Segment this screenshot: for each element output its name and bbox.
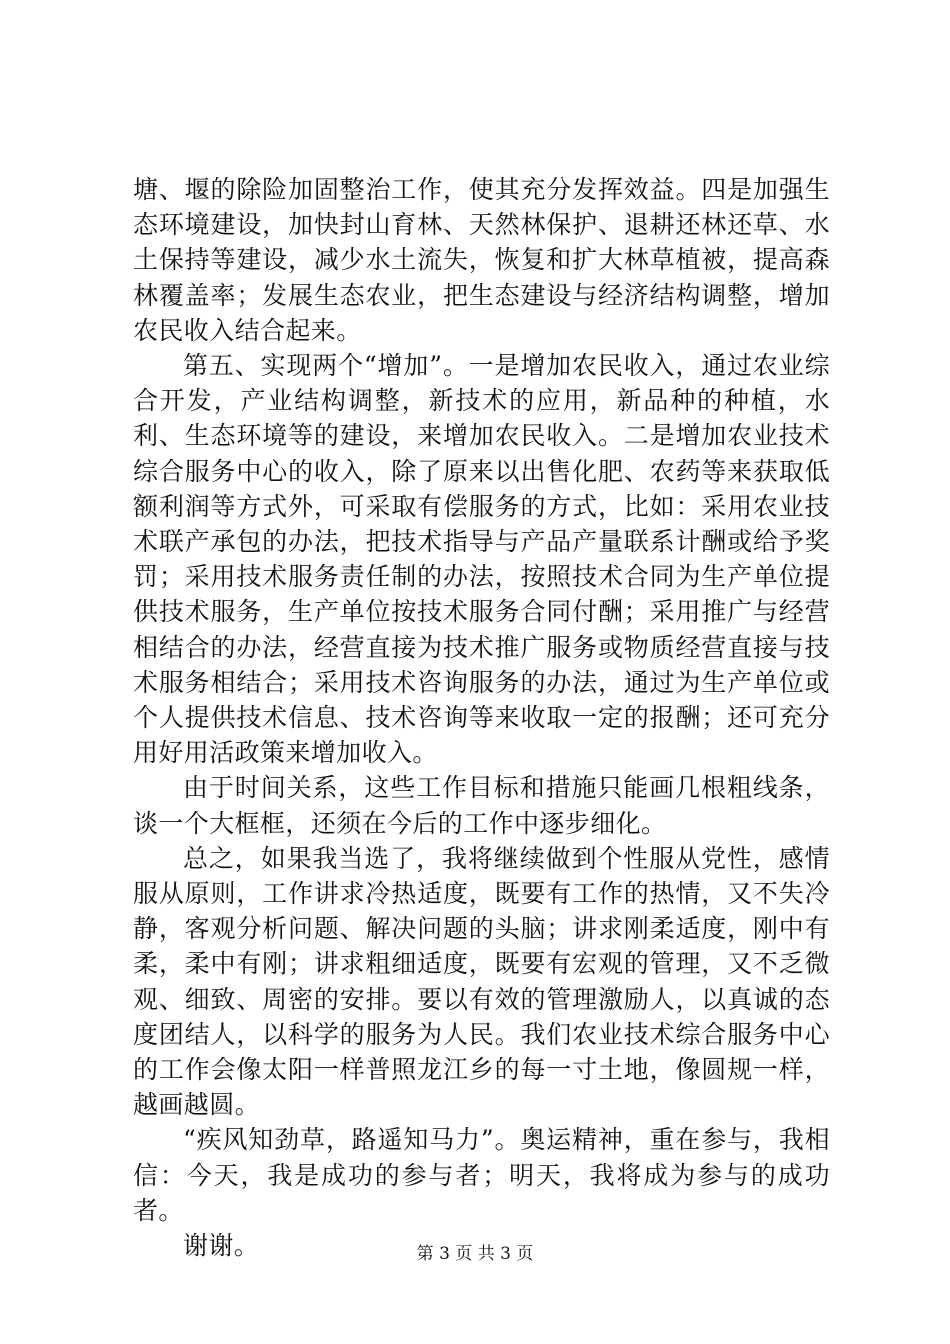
paragraph-5: “疾风知劲草，路遥知马力”。奥运精神，重在参与，我相信：今天，我是成功的参与者；明天，我将成为参与的成功者。 xyxy=(133,1125,830,1225)
paragraph-2: 第五、实现两个“增加”。一是增加农民收入，通过农业综合开发，产业结构调整，新技术的应用，新品种的种植，水利、生态环境等的建设，来增加农民收入。二是增加农业技术综合服务中心的收入，除了原来以出售化肥、农药等来获取低额利润等方式外，可采取有偿服务的方式，比如：采用农业技术联产承包的办法，把技术指导与产品产量联系计酬或给予奖罚；采用技术服务责任制的办法，按照技术合同为生产单位提供技术服务，生产单位按技术服务合同付酬；采用推广与经营相结合的办法，经营直接为技术推广服务或物质经营直接与技术服务相结合；采用技术咨询服务的办法，通过为生产单位或个人提供技术信息、技术咨询等来收取一定的报酬；还可充分用好用活政策来增加收入。 xyxy=(133,351,830,768)
paragraph-4: 总之，如果我当选了，我将继续做到个性服从党性，感情服从原则，工作讲求冷热适度，既要有工作的热情，又不失冷静，客观分析问题、解决问题的头脑；讲求刚柔适度，刚中有柔，柔中有刚；讲求粗细适度，既要有宏观的管理，又不乏微观、细致、周密的安排。要以有效的管理激励人，以真诚的态度团结人，以科学的服务为人民。我们农业技术综合服务中心的工作会像太阳一样普照龙江乡的每一寸土地，像圆规一样，越画越圆。 xyxy=(133,843,830,1120)
paragraph-6: 谢谢。 xyxy=(183,1231,260,1261)
page-footer: 第 3 页 共 3 页 xyxy=(416,1244,534,1264)
body-text xyxy=(133,172,830,1263)
paragraph-1: 塘、堰的除险加固整治工作，使其充分发挥效益。四是加强生态环境建设，加快封山育林、天然林保护、退耕还林还草、水土保持等建设，减少水土流失，恢复和扩大林草植被，提高森林覆盖率；发展生态农业，把生态建设与经济结构调整，增加农民收入结合起来。 xyxy=(133,175,830,345)
paragraph-3: 由于时间关系，这些工作目标和措施只能画几根粗线条，谈一个大框框，还须在今后的工作中逐步细化。 xyxy=(133,773,830,838)
